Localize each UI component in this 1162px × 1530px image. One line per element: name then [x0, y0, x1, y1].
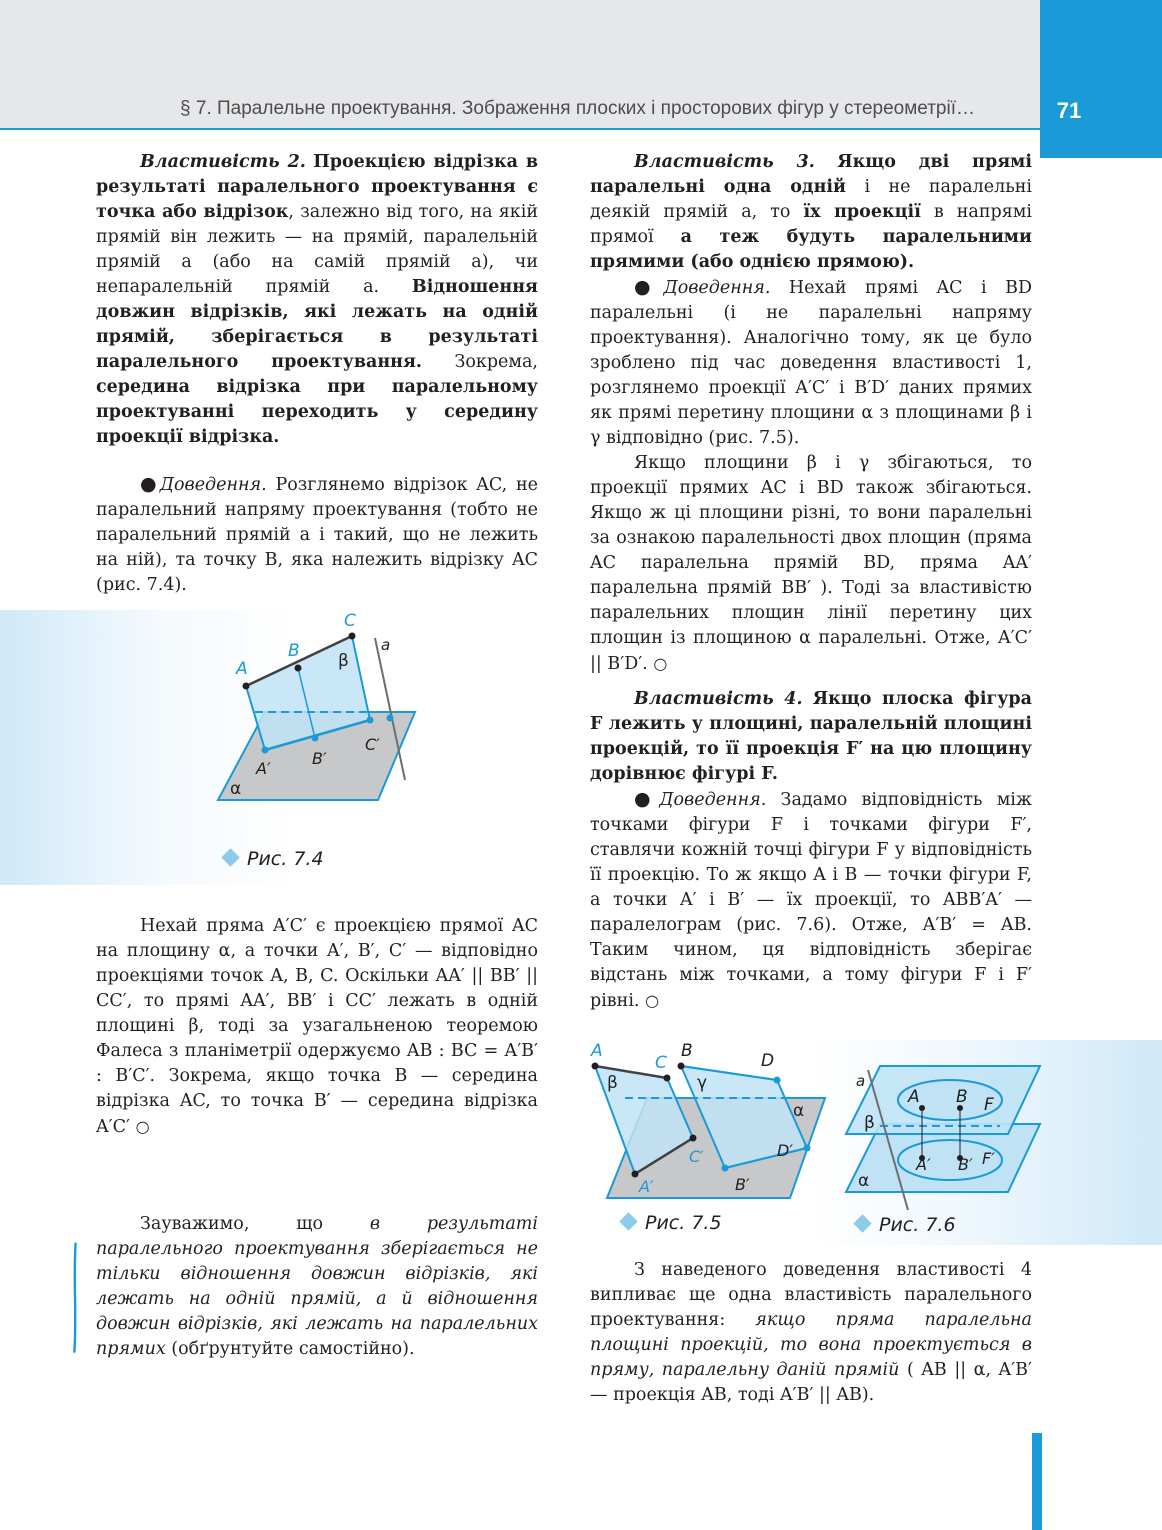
label-D: D	[761, 1051, 775, 1071]
figure-7-6-caption: Рис. 7.6	[856, 1214, 956, 1236]
note-block	[96, 1212, 538, 1362]
property-3: Властивість 3. Якщо дві прямі паралельні одна одній і не паралельні деякій прямій a, то їх проекції в напрямі прямої a теж будуть паралельними прямими (або однією прямою).	[590, 152, 1032, 272]
label-alpha: α	[858, 1171, 870, 1191]
figure-7-5-caption: Рис. 7.5	[622, 1212, 722, 1234]
label-beta: β	[338, 651, 349, 671]
figure-7-6	[840, 1062, 1050, 1212]
section-title: § 7. Паралельне проектування. Зображення плоских і просторових фігур у стереометрії…	[180, 98, 975, 119]
label-B: B	[681, 1041, 693, 1061]
label-F-prime: F′	[982, 1149, 995, 1168]
label-alpha: α	[230, 779, 242, 799]
label-D-prime: D′	[777, 1141, 793, 1160]
label-beta: β	[607, 1073, 618, 1093]
label-C: C	[344, 612, 356, 631]
proof-3: ●Доведення. Нехай прямі AC і BD паралельні (і не паралельні напряму проектування). Аналогічно тому, як це було зроблено під час доведення властивості 1, розглянемо проекції A′C′ і B′D′ даних прямих як прямі перетину площини α з площинами β і γ відповідно (рис. 7.5).	[590, 276, 1032, 448]
label-A: A	[908, 1087, 920, 1107]
label-a: a	[381, 636, 391, 654]
page-number: 71	[1056, 98, 1082, 123]
side-accent-bar	[1032, 1433, 1042, 1530]
label-A-prime: A′	[916, 1155, 931, 1174]
note-marker-line	[72, 1208, 78, 1388]
right-column-bottom	[590, 1258, 1032, 1408]
label-alpha: α	[793, 1101, 805, 1121]
figure-7-5	[585, 1040, 835, 1205]
label-gamma: γ	[697, 1073, 708, 1093]
page-number-tab	[1040, 0, 1162, 158]
label-A: A	[236, 659, 248, 679]
label-F: F	[984, 1095, 994, 1115]
proof-4: ●Доведення. Задамо відповідність між точками фігури F і точками фігури F′, ставлячи кожній точці фігури F у відповідність її проекцію. То ж якщо A і B — точки фігури F, а точки A′ і B′ — їх проекції, то ABB′A′ — паралелограм (рис. 7.6). Отже, A′B′ = AB. Таким чином, ця відповідність зберігає відстань між точками, а тому фігури F і F′ рівні. ○	[590, 788, 1032, 1011]
note-text: Зауважимо, що в результаті паралельного проектування зберігається не тільки відношення довжин відрізків, які лежать на одній прямій, а й відношення довжин відрізків, які лежать на паралельних прямих (обґрунтуйте самостійно).	[96, 1214, 538, 1359]
figure-7-4-caption: Рис. 7.4	[224, 848, 324, 870]
left-column-top	[96, 150, 538, 598]
property-2: Властивість 2. Проекцією відрізка в результаті паралельного проектування є точка або відрізок, залежно від того, на якій прямій він лежить — на прямій, паралельній прямій a (або на самій прямій a), чи непаралельній прямій a. Відношення довжин відрізків, які лежать на одній прямій, зберігається в результаті паралельного проектування. Зокрема, середина відрізка при паралельному проектуванні переходить у середину проекції відрізка.	[96, 152, 538, 447]
final-property: З наведеного доведення властивості 4 випливає ще одна властивість паралельного проектування: якщо пряма паралельна площині проекцій, то вона проектується в пряму, паралельну даній прямій ( AB || α, A′B′ — проекція AB, тоді A′B′ || AB).	[590, 1260, 1032, 1405]
right-column-top	[590, 150, 1032, 1014]
label-A-prime: A′	[256, 759, 271, 778]
label-beta: β	[864, 1113, 875, 1133]
label-B-prime: B′	[958, 1155, 973, 1174]
left-column-middle	[96, 914, 538, 1140]
label-B: B	[956, 1087, 968, 1107]
label-a: a	[856, 1072, 866, 1090]
label-A-prime: A′	[639, 1177, 654, 1196]
theorem-paragraph: Нехай пряма A′C′ є проекцією прямої AC на площину α, а точки A′, B′, C′ — відповідно проекціями точок A, B, C. Оскільки AA′ || BB′ || CC′, то прямі AA′, BB′ і CC′ лежать в одній площині β, тоді за узагальненою теоремою Фалеса з планіметрії одержуємо AB : BC = A′B′ : B′C′. Зокрема, якщо точка B — середина відрізка AC, то точка B′ — середина відрізка A′C′ ○	[96, 916, 538, 1137]
label-B: B	[288, 641, 300, 661]
proof-2: ●Доведення. Розглянемо відрізок AC, не паралельний напряму проектування (тобто не паралельний прямій a і такий, що не лежить на ній), та точку B, яка належить відрізку AC (рис. 7.4).	[96, 473, 538, 595]
proof-3-continued: Якщо площини β і γ збігаються, то проекції прямих AC і BD також збігаються. Якщо ж ці площини різні, то вони паралельні за ознакою паралельності двох площин (пряма AC паралельна прямій BD, пряма AA′ паралельна прямій BB′ ). Тоді за властивістю паралельних площин лінії перетину цих площин із площиною α паралельні. Отже, A′C′ || B′D′. ○	[590, 453, 1032, 674]
property-4: Властивість 4. Якщо плоска фігура F лежить у площині, паралельній площині проекцій, то її проекція F′ на цю площину дорівнює фігурі F.	[590, 689, 1032, 784]
label-C-prime: C′	[365, 735, 380, 754]
header-rule	[0, 128, 1040, 130]
label-A: A	[591, 1041, 603, 1061]
label-C: C	[655, 1053, 667, 1073]
label-B-prime: B′	[312, 749, 327, 768]
label-C-prime: C′	[689, 1147, 704, 1166]
label-B-prime: B′	[735, 1175, 750, 1194]
figure-7-4	[210, 612, 430, 812]
